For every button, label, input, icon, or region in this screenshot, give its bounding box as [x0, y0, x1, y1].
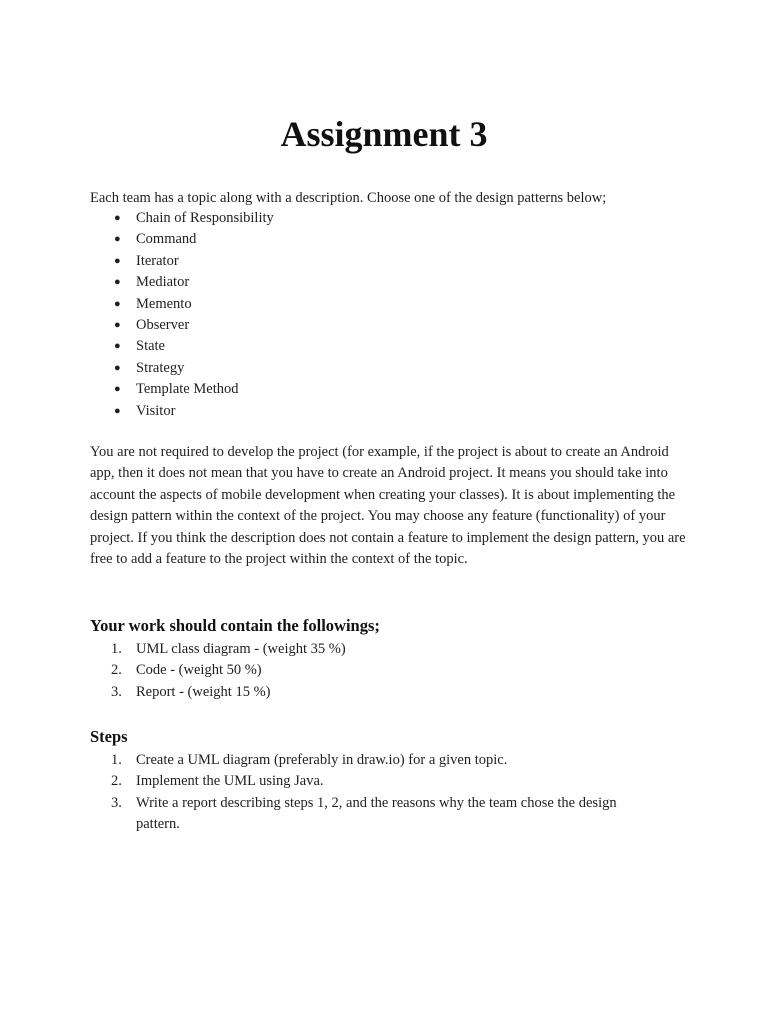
item-text: Write a report describing steps 1, 2, and the reasons why the team chose the design pattern. [136, 794, 617, 833]
bullet-icon: ● [114, 276, 121, 289]
pattern-label: Mediator [136, 274, 190, 291]
item-text: Create a UML diagram (preferably in draw.io) for a given topic. [136, 752, 508, 768]
work-items-list [90, 639, 656, 703]
list-item [90, 660, 656, 681]
list-item [90, 750, 656, 771]
item-text: Code - (weight 50 %) [136, 662, 262, 679]
list-item [90, 358, 274, 379]
bullet-icon: ● [114, 318, 121, 331]
list-item [90, 336, 274, 357]
item-text: Report - (weight 15 %) [136, 683, 271, 700]
list-item [90, 682, 656, 703]
list-item [90, 315, 274, 336]
pattern-label: State [136, 338, 165, 355]
list-item [90, 229, 274, 250]
bullet-icon: ● [114, 297, 121, 310]
bullet-icon: ● [114, 383, 121, 396]
list-item [90, 771, 656, 792]
item-number: 3. [111, 683, 122, 700]
item-text: Implement the UML using Java. [136, 773, 324, 790]
pattern-label: Command [136, 231, 197, 248]
description-paragraph: You are not required to develop the project (for example, if the project is about to create an Android app, then it does not mean that you have to create an Android project. It means you should take into account the aspects of mobile development when creating your classes). It is about implementing the design pattern within the context of the project. You may choose any feature (functionality) of your project. If you think the description does not contain a feature to implement the design pattern, you are free to add a feature to the project within the context of the topic. [90, 444, 686, 568]
intro-text: Each team has a topic along with a description. Choose one of the design patterns below; [90, 190, 607, 206]
bullet-icon: ● [114, 361, 121, 374]
list-item [90, 208, 274, 229]
pattern-label: Iterator [136, 252, 179, 269]
item-text: UML class diagram - (weight 35 %) [136, 641, 346, 657]
pattern-label: Template Method [136, 381, 239, 398]
item-number: 1. [111, 641, 122, 657]
bullet-icon: ● [114, 233, 121, 246]
item-number: 2. [111, 773, 122, 790]
list-item [90, 294, 274, 315]
work-heading: Your work should contain the followings; [90, 616, 380, 635]
design-pattern-list [90, 208, 274, 422]
list-item [90, 379, 274, 400]
item-number: 2. [111, 662, 122, 679]
item-number: 1. [111, 752, 122, 768]
list-item [90, 272, 274, 293]
pattern-label: Visitor [136, 402, 176, 419]
bullet-icon: ● [114, 254, 121, 267]
steps-heading: Steps [90, 727, 128, 746]
bullet-icon: ● [114, 404, 121, 417]
bullet-icon: ● [114, 340, 121, 353]
pattern-label: Chain of Responsibility [136, 210, 274, 226]
item-number: 3. [111, 794, 122, 811]
list-item [90, 793, 656, 836]
list-item [90, 401, 274, 422]
bullet-icon: ● [114, 212, 121, 224]
list-item [90, 251, 274, 272]
document-title: Assignment 3 [280, 114, 488, 154]
list-item [90, 639, 656, 660]
steps-list [90, 750, 656, 836]
pattern-label: Observer [136, 316, 190, 333]
pattern-label: Strategy [136, 359, 185, 376]
pattern-label: Memento [136, 295, 192, 312]
